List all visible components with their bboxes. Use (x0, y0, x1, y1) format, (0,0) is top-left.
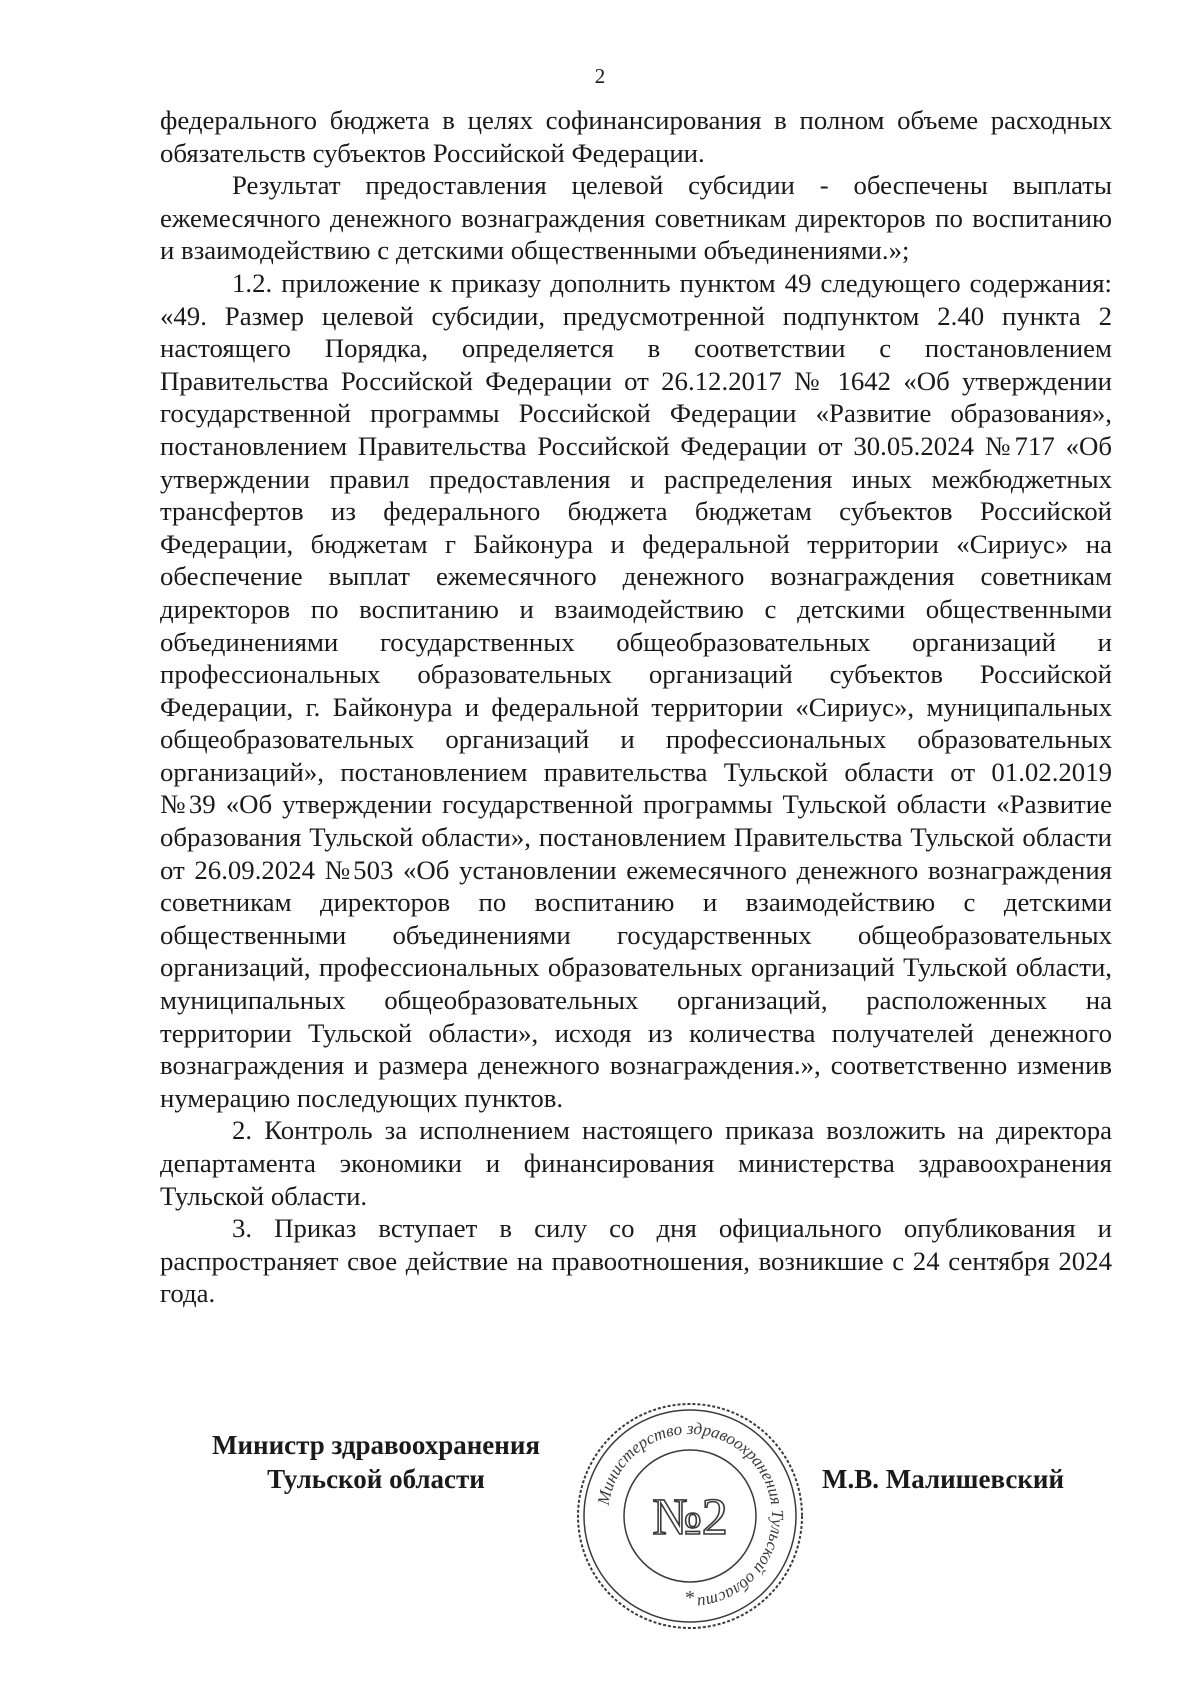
paragraph-result: Результат предоставления целевой субсидии - обеспечены выплаты ежемесячного денежного вознаграждения советникам директоров по воспитанию и взаимодействию с детскими общественными объединениями.»; (160, 170, 1112, 266)
signature-name: М.В. Малишевский (822, 1464, 1065, 1494)
paragraph-continuation: федерального бюджета в целях софинансирования в полном объеме расходных обязательств субъектов Российской Федерации. (160, 105, 1112, 168)
seal-center-number: №2 (652, 1489, 728, 1546)
official-seal (570, 1396, 810, 1636)
document-body (160, 104, 1112, 1310)
paragraph-effective-date: 3. Приказ вступает в силу со дня официального опубликования и распространяет свое действие на правоотношения, возникшие с 24 сентября 2024 года. (160, 1213, 1112, 1309)
signature-title (190, 1428, 562, 1496)
seal-graphic (570, 1396, 810, 1636)
signature-title-line-2: Тульской области (267, 1464, 485, 1494)
seal-outer-text: Министерство здравоохранения Тульской области (593, 1418, 788, 1613)
page-number: 2 (594, 64, 606, 88)
signature-title-line-1: Министр здравоохранения (211, 1430, 541, 1460)
paragraph-control: 2. Контроль за исполнением настоящего приказа возложить на директора департамента экономики и финансирования министерства здравоохранения Тульской области. (160, 1115, 1112, 1211)
paragraph-amendment-1-2: 1.2. приложение к приказу дополнить пунктом 49 следующего содержания: «49. Размер целевой субсидии, предусмотренной подпунктом 2.40 пункта 2 настоящего Порядка, определяется в соответствии с постановлением Правительства Российской Федерации от 26.12.2017 № 1642 «Об утверждении государственной программы Российской Федерации «Развитие образования», постановлением Правительства Российской Федерации от 30.05.2024 №717 «Об утверждении правил предоставления и распределения иных межбюджетных трансфертов из федерального бюджета бюджетам субъектов Российской Федерации, бюджетам г Байконура и федеральной территории «Сириус» на обеспечение выплат ежемесячного денежного вознаграждения советникам директоров по воспитанию и взаимодействию с детскими общественными объединениями государственных общеобразовательных организаций и профессиональных образовательных организаций субъектов Российской Федерации, г. Байконура и федеральной территории «Сириус», муниципальных общеобразовательных организаций и профессиональных образовательных организаций», постановлением правительства Тульской области от 01.02.2019 №39 «Об утверждении государственной программы Тульской области «Развитие образования Тульской области», постановлением Правительства Тульской области от 26.09.2024 №503 «Об установлении ежемесячного денежного вознаграждения советникам директоров по воспитанию и взаимодействию с детскими общественными объединениями государственных общеобразовательных организаций, профессиональных образовательных организаций Тульской области, муниципальных общеобразовательных организаций, расположенных на территории Тульской области», исходя из количества получателей денежного вознаграждения и размера денежного вознаграждения.», соответственно изменив нумерацию последующих пунктов. (160, 267, 1112, 1113)
seal-star: * (685, 1587, 695, 1609)
